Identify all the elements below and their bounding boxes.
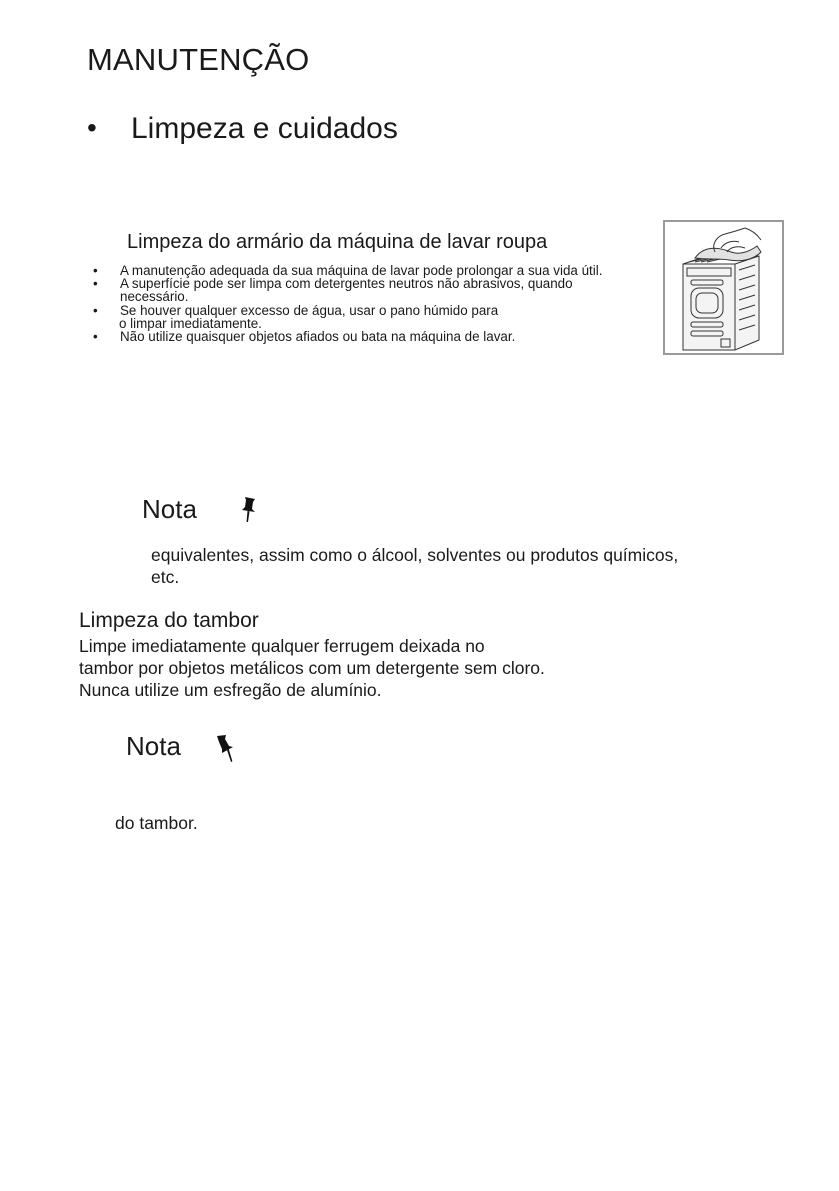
pushpin-icon <box>236 495 262 523</box>
cabinet-bullet-list <box>93 264 663 343</box>
cabinet-cleaning-title: Limpeza do armário da máquina de lavar roupa <box>127 231 548 253</box>
note-text <box>151 545 791 588</box>
section-bullet: • <box>87 112 97 143</box>
section-title: Limpeza e cuidados <box>131 112 398 145</box>
washing-machine-icon <box>665 222 782 353</box>
note-text-line: equivalentes, assim como o álcool, solventes ou produtos químicos, <box>151 545 679 565</box>
washing-machine-cleaning-illustration <box>663 220 784 355</box>
list-item-text: Se houver qualquer excesso de água, usar o pano húmido para <box>120 302 499 318</box>
list-item-text: A manutenção adequada da sua máquina de lavar pode prolongar a sua vida útil. <box>120 263 603 278</box>
list-item-continuation: necessário. <box>120 289 189 305</box>
drum-text-line: Nunca utilize um esfregão de alumínio. <box>79 679 382 700</box>
note-text-line: etc. <box>151 566 180 587</box>
list-item-text: A superfície pode ser limpa com detergentes neutros não abrasivos, quando <box>120 276 573 292</box>
list-item <box>93 330 663 343</box>
bullet-dot: • <box>93 263 98 278</box>
note-text: do tambor. <box>115 813 198 833</box>
drum-cleaning-text <box>79 636 719 701</box>
bullet-dot: • <box>93 329 98 345</box>
page-title: MANUTENÇÃO <box>87 42 310 77</box>
note-label: Nota <box>126 731 181 761</box>
note-label: Nota <box>142 494 197 524</box>
list-item <box>93 304 663 317</box>
list-item-text: Não utilize quaisquer objetos afiados ou bata na máquina de lavar. <box>120 329 516 345</box>
pushpin-icon <box>212 733 238 763</box>
drum-cleaning-title: Limpeza do tambor <box>79 609 259 632</box>
drum-text-line: Limpe imediatamente qualquer ferrugem deixada no <box>79 636 485 656</box>
bullet-dot: • <box>93 302 98 318</box>
list-item-continuation: o limpar imediatamente. <box>119 315 262 331</box>
drum-text-line: tambor por objetos metálicos com um detergente sem cloro. <box>79 657 545 678</box>
bullet-dot: • <box>93 276 98 292</box>
